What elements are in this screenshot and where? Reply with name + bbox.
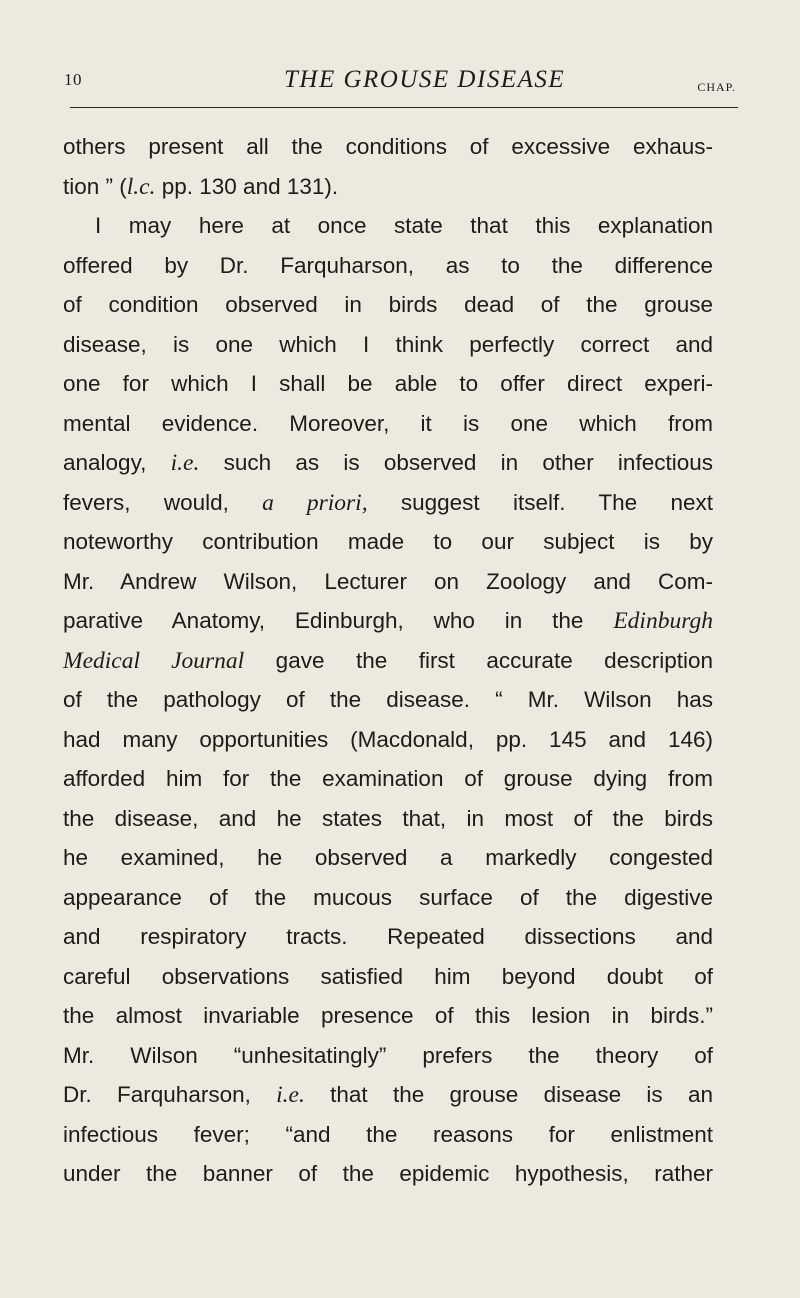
text-line: infectious fever; “and the reasons for enlistment — [63, 1121, 713, 1147]
text-line: appearance of the mucous surface of the digestive — [63, 884, 713, 910]
text-line: of the pathology of the disease. “ Mr. Wilson has — [63, 687, 713, 712]
text-line: he examined, he observed a markedly congested — [63, 845, 713, 870]
text-line: and respiratory tracts. Repeated dissections and — [63, 924, 713, 949]
text-line: mental evidence. Moreover, it is one which from — [63, 410, 713, 436]
text-line: analogy, i.e. such as is observed in other infectious — [63, 450, 713, 476]
header-rule — [70, 107, 738, 108]
text-line: Mr. Andrew Wilson, Lecturer on Zoology and Com- — [63, 568, 713, 594]
text-line: Mr. Wilson “unhesitatingly” prefers the theory of — [63, 1042, 713, 1068]
text-line: the disease, and he states that, in most of the birds — [63, 805, 713, 831]
running-head — [64, 62, 736, 102]
text-line: Dr. Farquharson, i.e. that the grouse disease is an — [63, 1082, 713, 1108]
book-title: THE GROUSE DISEASE — [284, 66, 566, 93]
text-line: Medical Journal gave the first accurate description — [63, 647, 713, 674]
text-line: afforded him for the examination of grouse dying from — [63, 766, 713, 791]
text-line: offered by Dr. Farquharson, as to the difference — [63, 252, 713, 278]
text-line: under the banner of the epidemic hypothesis, rather — [63, 1161, 713, 1186]
page-number: 10 — [64, 70, 82, 89]
text-line: noteworthy contribution made to our subject is by — [63, 529, 713, 554]
text-line: parative Anatomy, Edinburgh, who in the Edinburgh — [63, 608, 713, 634]
text-line: of condition observed in birds dead of the grouse — [63, 292, 713, 317]
text-line: the almost invariable presence of this lesion in birds.” — [63, 1003, 713, 1028]
text-line: I may here at once state that this explanation — [95, 213, 713, 238]
text-line: fevers, would, a priori, suggest itself. The next — [63, 489, 713, 516]
text-line: careful observations satisfied him beyond doubt of — [63, 963, 713, 989]
chapter-label: CHAP. — [697, 80, 736, 94]
text-line: had many opportunities (Macdonald, pp. 145 and 146) — [63, 726, 713, 752]
text-line: one for which I shall be able to offer direct experi- — [63, 371, 713, 396]
text-line: tion ” (l.c. pp. 130 and 131). — [63, 173, 339, 200]
body-text — [63, 127, 713, 1194]
text-line: disease, is one which I think perfectly correct and — [63, 331, 713, 357]
text-line: others present all the conditions of excessive exhaus- — [63, 134, 713, 159]
